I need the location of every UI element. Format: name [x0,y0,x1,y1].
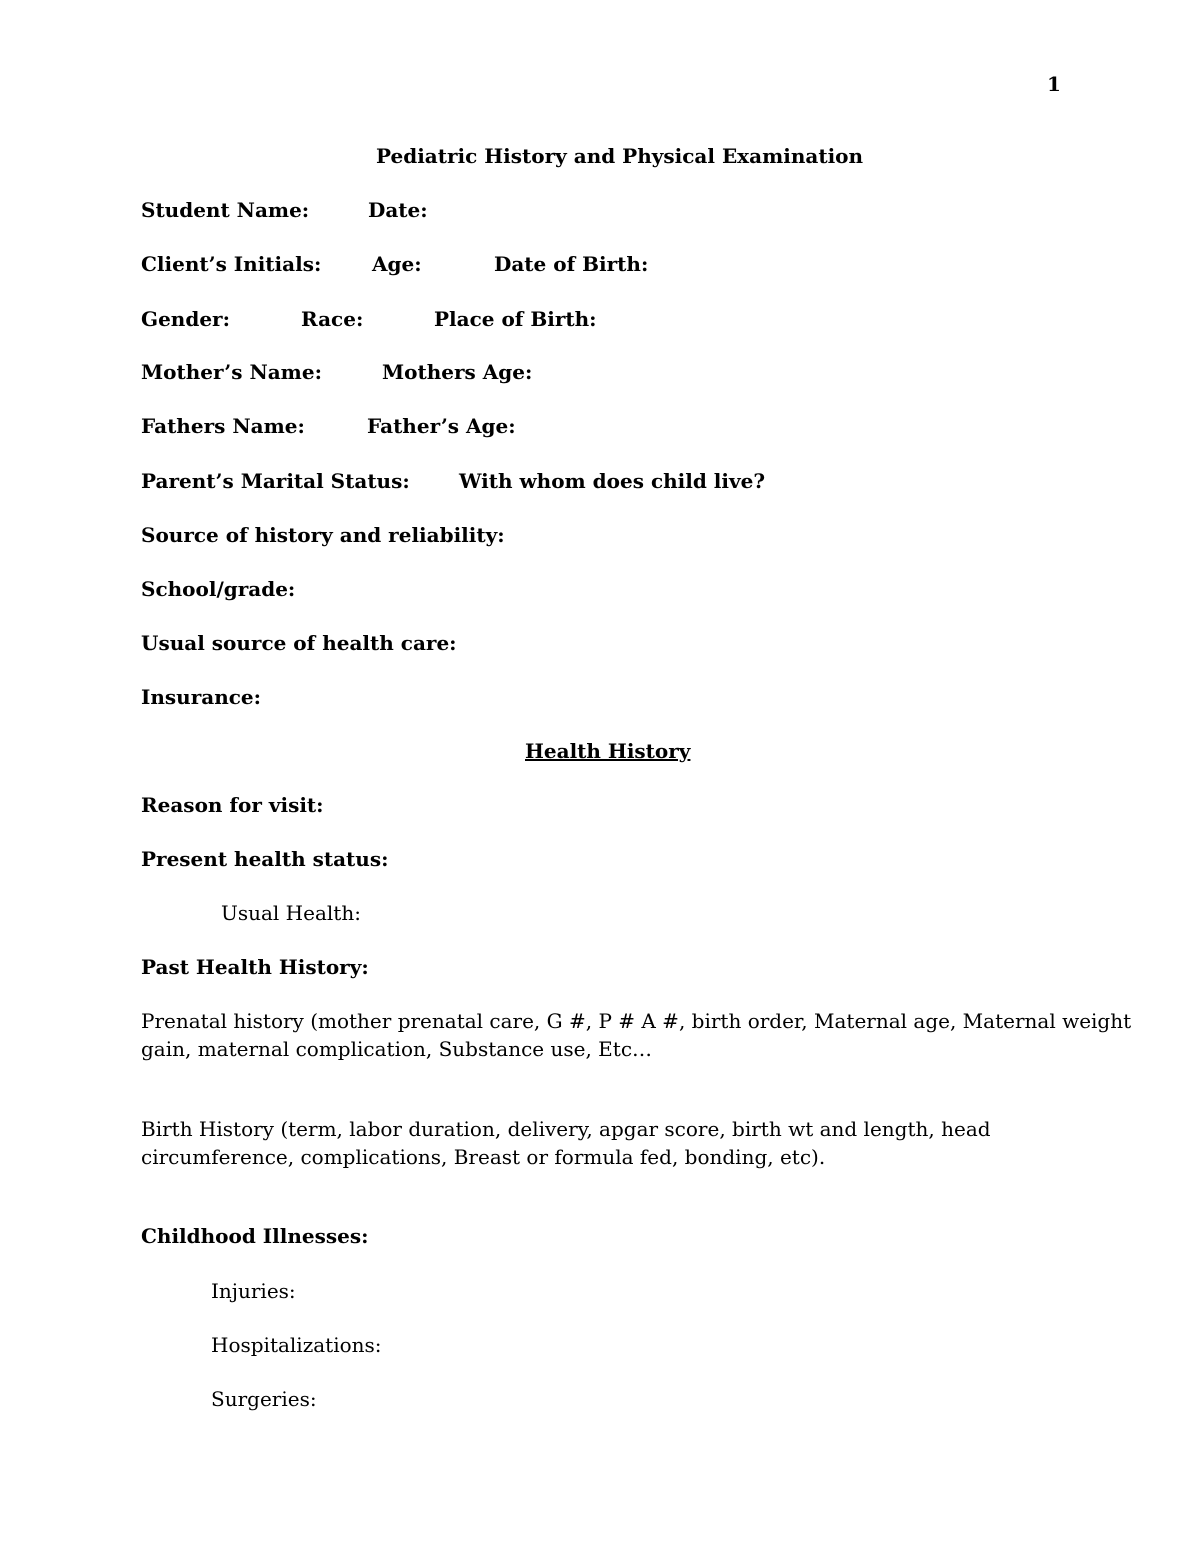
present-health-status-label: Present health status: [141,847,389,871]
clients-initials-label: Client’s Initials: [141,252,322,276]
child-lives-with-label: With whom does child live? [459,469,766,493]
birth-history-line-2: circumference, complications, Breast or formula fed, bonding, etc). [141,1145,826,1169]
fathers-name-label: Fathers Name: [141,414,305,438]
past-health-history-label: Past Health History: [141,955,369,979]
page-number: 1 [1047,72,1061,96]
gender-label: Gender: [141,307,230,331]
date-label: Date: [368,198,428,222]
school-grade-label: School/grade: [141,577,296,601]
injuries-label: Injuries: [211,1279,296,1303]
hospitalizations-label: Hospitalizations: [211,1333,382,1357]
document-title: Pediatric History and Physical Examination [376,144,864,168]
source-of-history-label: Source of history and reliability: [141,523,505,547]
childhood-illnesses-label: Childhood Illnesses: [141,1224,369,1248]
prenatal-history-line-2: gain, maternal complication, Substance use, Etc… [141,1037,653,1061]
mothers-name-label: Mother’s Name: [141,360,322,384]
race-label: Race: [301,307,364,331]
fathers-age-label: Father’s Age: [367,414,516,438]
health-history-heading: Health History [525,739,691,763]
date-of-birth-label: Date of Birth: [494,252,649,276]
surgeries-label: Surgeries: [211,1387,317,1411]
usual-health-label: Usual Health: [221,901,361,925]
reason-for-visit-label: Reason for visit: [141,793,324,817]
usual-source-of-care-label: Usual source of health care: [141,631,457,655]
marital-status-label: Parent’s Marital Status: [141,469,410,493]
birth-history-line-1: Birth History (term, labor duration, delivery, apgar score, birth wt and length, head [141,1117,991,1141]
mothers-age-label: Mothers Age: [382,360,533,384]
prenatal-history-line-1: Prenatal history (mother prenatal care, G #, P # A #, birth order, Maternal age, Maternal weight [141,1009,1132,1033]
student-name-label: Student Name: [141,198,310,222]
age-label: Age: [372,252,422,276]
place-of-birth-label: Place of Birth: [434,307,597,331]
insurance-label: Insurance: [141,685,262,709]
